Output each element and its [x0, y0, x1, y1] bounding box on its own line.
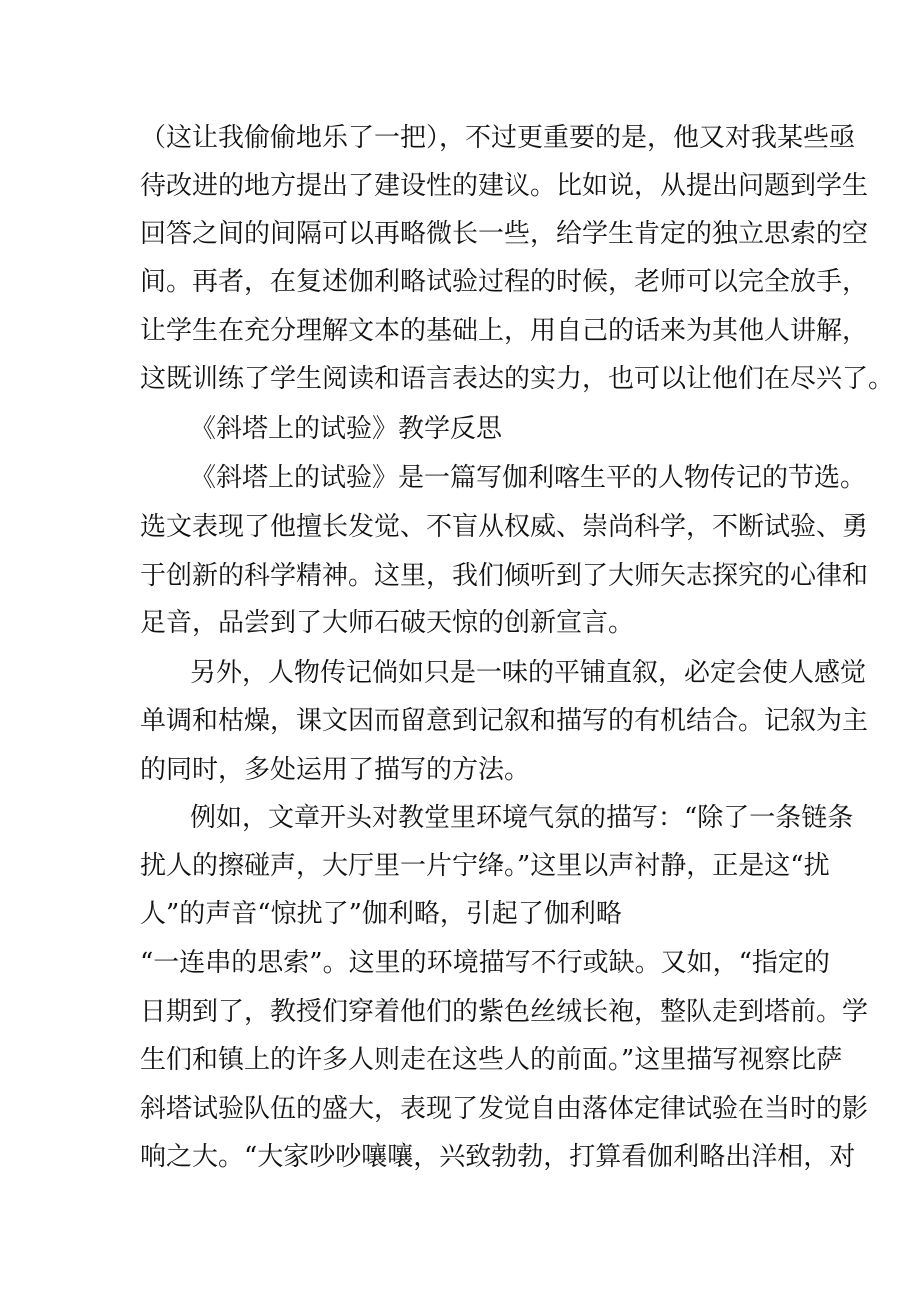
text-line: “一连串的思索”。这里的环境描写不行或缺。又如，“指定的	[140, 948, 830, 978]
text-line: 于创新的科学精神。这里，我们倾听到了大师矢志探究的心律和	[140, 561, 869, 591]
text-line: 日期到了，教授们穿着他们的紫色丝绒长袍，整队走到塔前。学	[140, 997, 869, 1027]
text-line: 让学生在充分理解文本的基础上，用自己的话来为其他人讲解，	[140, 316, 869, 346]
text-line: 选文表现了他擅长发觉、不盲从权威、崇尚科学，不断试验、勇	[140, 512, 869, 542]
text-line: 待改进的地方提出了建设性的建议。比如说，从提出问题到学生	[140, 171, 869, 201]
text-line: 《斜塔上的试验》是一篇写伽利喀生平的人物传记的节选。	[190, 463, 867, 493]
text-line: 回答之间的间隔可以再略微长一些，给学生肯定的独立思索的空	[140, 219, 869, 249]
text-line: 例如，文章开头对教堂里环境气氛的描写：“除了一条链条	[190, 803, 854, 833]
text-line: 间。再者，在复述伽利略试验过程的时候，老师可以完全放手，	[140, 267, 869, 297]
text-line: 人”的声音“惊扰了”伽利略，引起了伽利略	[140, 899, 622, 929]
text-line: 生们和镇上的许多人则走在这些人的前面。”这里描写视察比萨	[140, 1045, 843, 1075]
text-line: 另外，人物传记倘如只是一味的平铺直叙，必定会使人感觉	[190, 658, 867, 688]
section-heading: 《斜塔上的试验》教学反思	[190, 414, 503, 444]
text-line: 的同时，多处运用了描写的方法。	[140, 755, 531, 785]
text-line: 斜塔试验队伍的盛大，表现了发觉自由落体定律试验在当时的影	[140, 1094, 869, 1124]
text-line: 足音，品尝到了大师石破天惊的创新宣言。	[140, 608, 635, 638]
text-line: 扰人的擦碰声，大厅里一片宁绛。”这里以声衬静，正是这“扰	[140, 851, 830, 881]
text-line: 单调和枯燥，课文因而留意到记叙和描写的有机结合。记叙为主	[140, 706, 869, 736]
text-line: （这让我偷偷地乐了一把），不过更重要的是，他又对我某些亟	[140, 123, 856, 153]
text-line: 这既训练了学生阅读和语言表达的实力，也可以让他们在尽兴了。	[140, 364, 895, 394]
text-line: 响之大。“大家吵吵嚷嚷，兴致勃勃，打算看伽利略出洋相，对	[140, 1142, 856, 1172]
